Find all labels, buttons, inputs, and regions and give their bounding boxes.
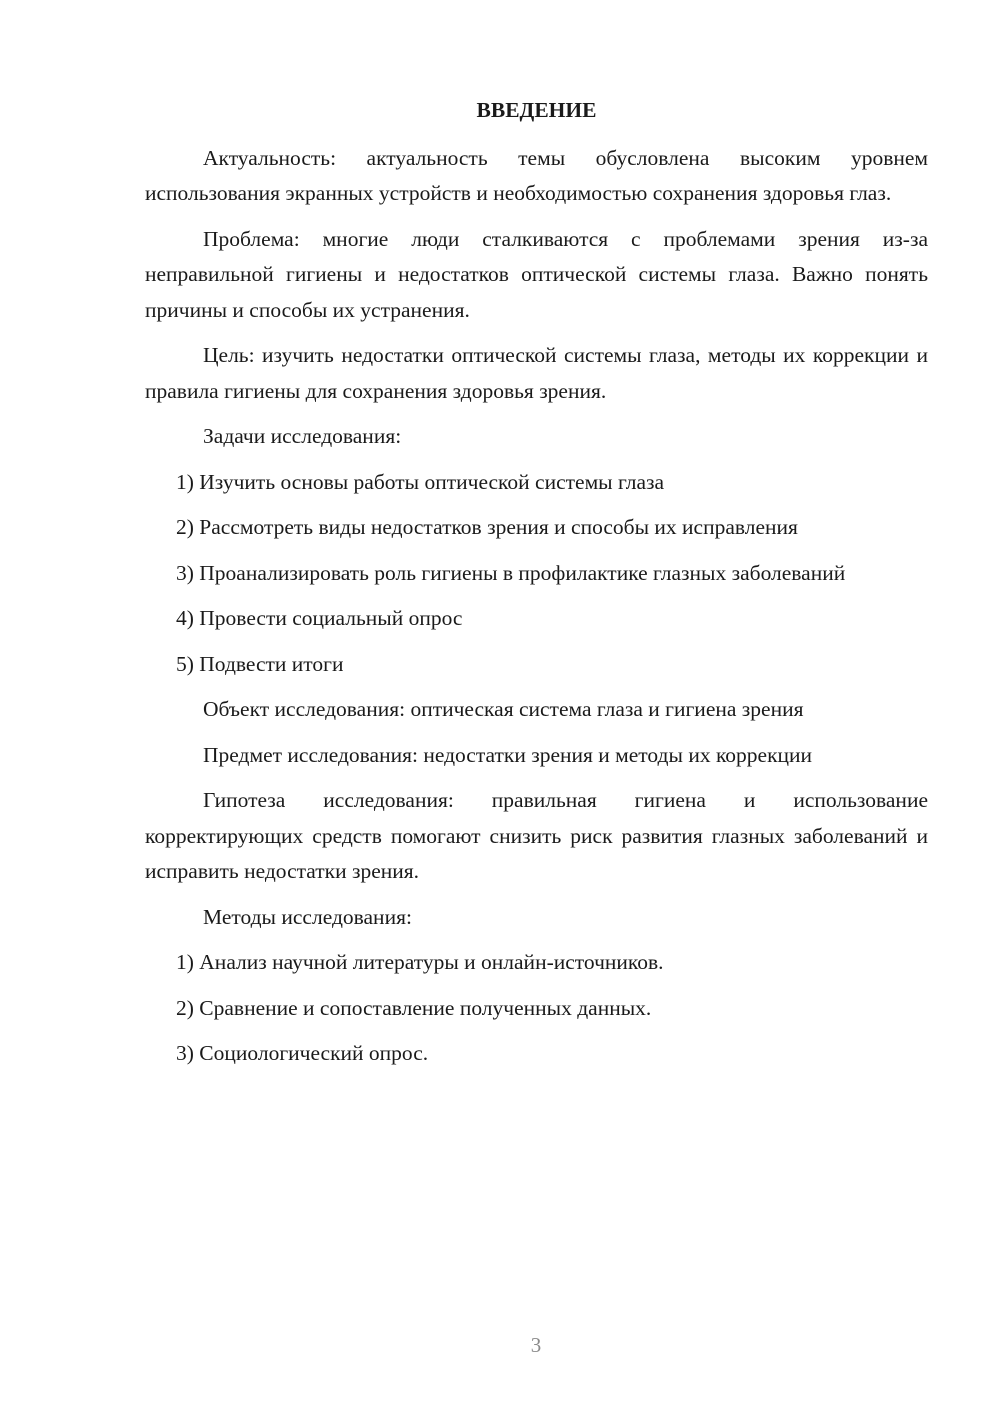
methods-heading: Методы исследования: (203, 904, 412, 929)
goal-paragraph: Цель: изучить недостатки оптической системы глаза, методы их коррекции и правила гигиены для сохранения здоровья зрения. (145, 343, 928, 403)
subject-paragraph: Предмет исследования: недостатки зрения и методы их коррекции (203, 742, 813, 767)
object-paragraph: Объект исследования: оптическая система глаза и гигиена зрения (203, 697, 804, 721)
task-item: 5) Подвести итоги (176, 651, 344, 676)
page-content (145, 93, 928, 1082)
page-number: 3 (530, 1333, 542, 1357)
tasks-heading: Задачи исследования: (203, 424, 402, 448)
task-item: 1) Изучить основы работы оптической системы глаза (176, 469, 665, 494)
relevance-paragraph: Актуальность: актуальность темы обусловлена высоким уровнем использования экранных устройств и необходимостью сохранения здоровья глаз. (145, 145, 928, 205)
page-title: ВВЕДЕНИЕ (476, 98, 597, 122)
hypothesis-paragraph: Гипотеза исследования: правильная гигиена и использование корректирующих средств помогают снизить риск развития глазных заболеваний и исправить недостатки зрения. (145, 788, 928, 883)
method-item: 3) Социологический опрос. (176, 1041, 429, 1065)
method-item: 1) Анализ научной литературы и онлайн-источников. (176, 950, 664, 974)
task-item: 3) Проанализировать роль гигиены в профилактике глазных заболеваний (176, 560, 846, 585)
task-item: 2) Рассмотреть виды недостатков зрения и способы их исправления (176, 515, 798, 539)
method-item: 2) Сравнение и сопоставление полученных данных. (176, 995, 652, 1020)
task-item: 4) Провести социальный опрос (176, 606, 463, 630)
problem-paragraph: Проблема: многие люди сталкиваются с проблемами зрения из-за неправильной гигиены и недостатков оптической системы глаза. Важно понять причины и способы их устранения. (145, 226, 928, 322)
